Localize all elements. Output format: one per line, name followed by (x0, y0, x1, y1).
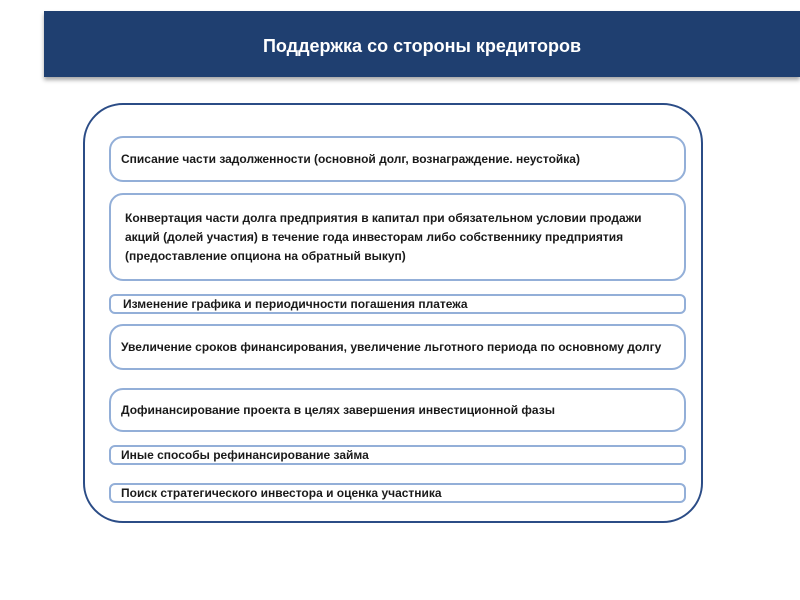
measure-item-strategic-investor (109, 483, 686, 503)
measure-item-label: Иные способы рефинансирование займа (121, 447, 369, 462)
measure-item-label: Конвертация части долга предприятия в капитал при обязательном условии продажи акций (долей участия) в течение года инвесторам либо собственнику предприятия (предоставление опциона на обратный выкуп) (125, 210, 642, 263)
measure-item-label: Изменение графика и периодичности погашения платежа (123, 296, 468, 311)
header-bar (44, 11, 800, 77)
measure-item-debt-write-off (109, 136, 686, 182)
page-title: Поддержка со стороны кредиторов (262, 36, 582, 56)
measure-item-refinancing (109, 445, 686, 465)
measure-item-label: Дофинансирование проекта в целях завершения инвестиционной фазы (121, 402, 555, 417)
measure-item-label: Списание части задолженности (основной долг, вознаграждение. неустойка) (121, 151, 580, 166)
measure-item-debt-to-equity (109, 193, 686, 281)
measure-item-label: Увеличение сроков финансирования, увеличение льготного периода по основному долгу (121, 339, 662, 354)
measure-item-label: Поиск стратегического инвестора и оценка участника (121, 485, 442, 500)
measure-item-schedule-change (109, 294, 686, 314)
measure-item-additional-financing (109, 388, 686, 432)
measure-item-term-extension (109, 324, 686, 370)
